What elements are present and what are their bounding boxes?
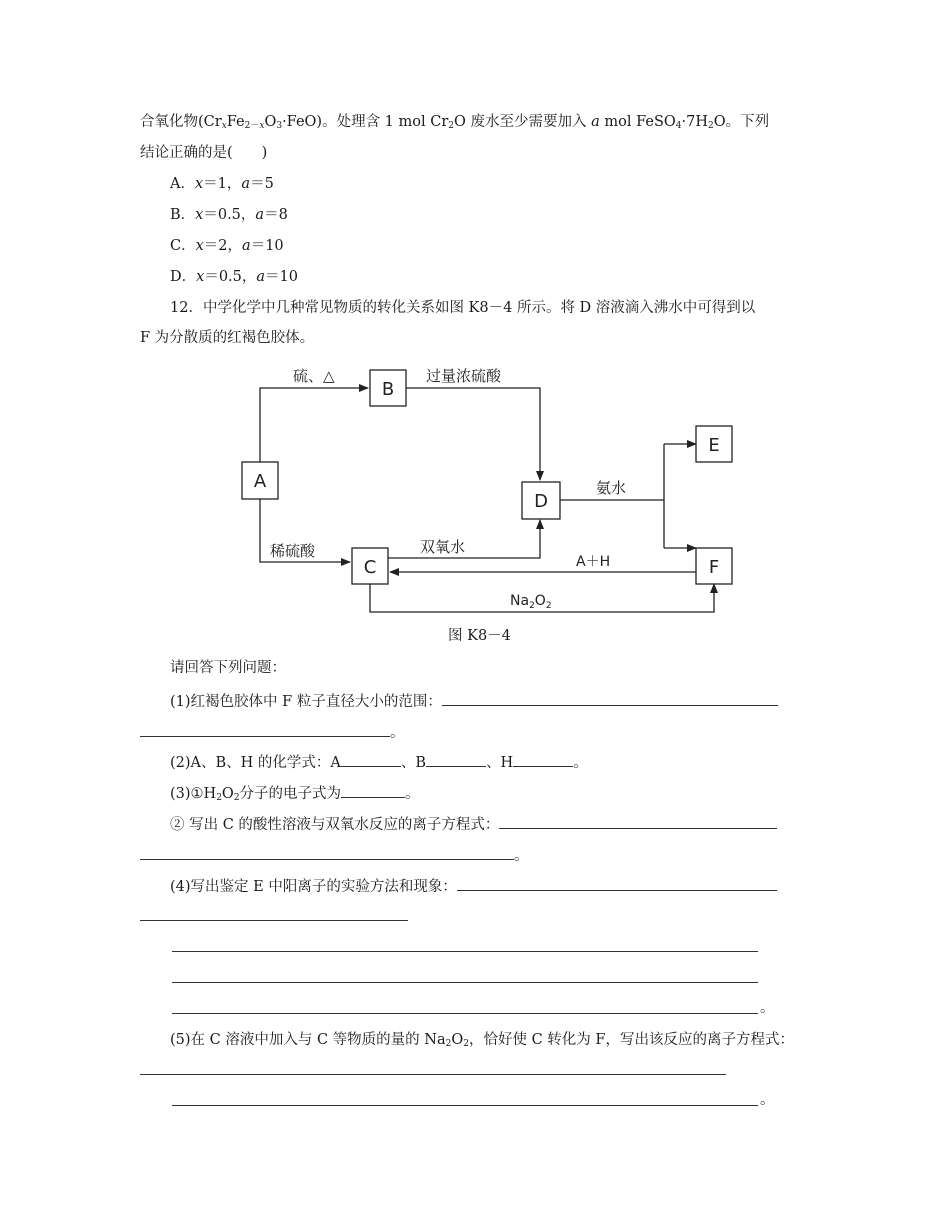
var-a: a <box>255 207 265 223</box>
q12-part5 <box>170 1030 794 1054</box>
q12-part4 <box>170 876 777 897</box>
node-a <box>242 462 278 499</box>
part3-2-end: 。 <box>514 848 529 864</box>
q11-seg: O。下列 <box>713 114 770 130</box>
q11-sub: 3 <box>276 121 283 131</box>
answer-blank-1b[interactable] <box>140 722 390 737</box>
label-sub: 2 <box>545 601 552 611</box>
answer-rule-4e[interactable] <box>172 1013 758 1014</box>
answer-blank-4a[interactable] <box>457 876 777 891</box>
q11-var-x: x <box>221 121 227 131</box>
part2-a: (2)A、B、H 的化学式：A <box>170 755 341 771</box>
node-b <box>370 370 406 406</box>
q11-sub: 2－ <box>244 121 260 131</box>
conversion-diagram <box>230 358 750 618</box>
q12-part1-cont <box>140 722 405 743</box>
answer-rule-5b[interactable] <box>172 1105 758 1106</box>
var-x: x <box>194 176 204 192</box>
option-a-value: 10 <box>265 238 284 254</box>
q12-part1 <box>170 691 778 712</box>
answer-rule-4d[interactable] <box>172 982 758 983</box>
answer-blank-1a[interactable] <box>442 691 778 706</box>
var-a: a <box>242 238 251 254</box>
q11-var-x: x <box>259 121 265 131</box>
q11-sub: 2 <box>708 121 714 131</box>
part1-text: (1)红褐色胶体中 F 粒子直径大小的范围： <box>170 694 442 710</box>
answer-blank-A[interactable] <box>341 752 401 767</box>
q11-seg: O 废水至少需要加入 <box>454 114 592 130</box>
node-label: C <box>363 557 377 578</box>
answer-blank-3c[interactable] <box>140 845 514 860</box>
node-label: B <box>381 379 395 400</box>
q11-seg: 合氧化物(Cr <box>140 114 222 130</box>
part4-text: (4)写出鉴定 E 中阳离子的实验方法和现象： <box>170 879 457 895</box>
part5-b: O <box>451 1032 464 1048</box>
part2-c: 、H <box>486 755 514 771</box>
var-x: x <box>195 207 204 223</box>
node-c <box>352 548 388 584</box>
answer-blank-3b[interactable] <box>499 814 777 829</box>
label-a-c: 稀硫酸 <box>270 542 316 560</box>
var-a: a <box>241 176 251 192</box>
option-letter: B． <box>170 207 196 223</box>
part3-sub: 2 <box>216 793 222 803</box>
edge-a-b <box>260 388 368 462</box>
q11-sub: 2 <box>448 121 454 131</box>
node-f <box>696 548 732 584</box>
q11-option-b[interactable]: B．x＝0.5，a＝8 <box>170 207 288 223</box>
part3-b: O <box>221 786 234 802</box>
q11-sub: 4 <box>675 121 682 131</box>
option-x-value: 2 <box>218 238 228 254</box>
option-letter: D． <box>170 269 197 285</box>
node-label: D <box>534 491 548 512</box>
var-x: x <box>196 269 205 285</box>
q12-part3-2-cont <box>140 845 529 866</box>
var-x: x <box>195 238 204 254</box>
q12-part2 <box>170 752 588 773</box>
figure-caption: 图 K8－4 <box>448 628 511 644</box>
label-f-c: A＋H <box>576 554 611 570</box>
node-label: E <box>708 435 720 456</box>
part5-a: (5)在 C 溶液中加入与 C 等物质的量的 Na <box>170 1032 446 1048</box>
answer-rule-4b[interactable] <box>140 920 408 921</box>
option-x-value: 1 <box>217 176 227 192</box>
part2-b: 、B <box>400 755 427 771</box>
part3-sub: 2 <box>233 793 240 803</box>
answer-rule-5a[interactable] <box>140 1074 726 1075</box>
option-a-value: 5 <box>264 176 274 192</box>
option-x-value: 0.5 <box>218 269 242 285</box>
q11-seg: ·FeO)。处理含 1 mol Cr <box>282 114 449 130</box>
part3-c: 分子的电子式为 <box>239 786 342 802</box>
q11-option-d[interactable]: D．x＝0.5，a＝10 <box>170 269 298 285</box>
label-c-f <box>510 593 552 611</box>
node-d <box>522 482 560 519</box>
label-b-d: 过量浓硫酸 <box>426 367 502 385</box>
part4-end: 。 <box>760 1000 775 1016</box>
option-letter: C． <box>170 238 196 254</box>
option-letter: A． <box>170 176 195 192</box>
prompt: 请回答下列问题： <box>170 660 286 676</box>
part3-end: 。 <box>405 786 420 802</box>
answer-rule-4c[interactable] <box>172 951 758 952</box>
part5-end: 。 <box>760 1092 775 1108</box>
part1-end: 。 <box>390 725 405 741</box>
option-x-value: 0.5 <box>217 207 241 223</box>
q12-part3 <box>170 783 420 808</box>
q12-intro-line1: 12．中学化学中几种常见物质的转化关系如图 K8－4 所示。将 D 溶液滴入沸水中可得到以 <box>170 300 756 316</box>
part5-sub: 2 <box>463 1039 469 1049</box>
label-sub: 2 <box>529 601 535 611</box>
label-seg: Na <box>510 593 530 609</box>
q11-text-line1 <box>140 112 769 136</box>
part5-sub: 2 <box>445 1039 452 1049</box>
node-label: A <box>253 471 267 492</box>
q11-seg: mol FeSO <box>599 114 676 130</box>
option-a-value: 10 <box>279 269 298 285</box>
part3-a: (3)①H <box>170 786 217 802</box>
option-a-value: 8 <box>278 207 288 223</box>
var-a: a <box>256 269 266 285</box>
q11-var-a: a <box>591 114 600 130</box>
label-d-ef: 氨水 <box>596 479 627 497</box>
q11-option-c[interactable]: C．x＝2，a＝10 <box>170 238 284 254</box>
part5-c: ，恰好使 C 转化为 F，写出该反应的离子方程式： <box>468 1032 794 1048</box>
answer-blank-3a[interactable] <box>341 783 405 798</box>
q11-seg: Fe <box>226 114 245 130</box>
label-a-b: 硫、△ <box>293 367 335 385</box>
q11-seg: O <box>264 114 277 130</box>
answer-blank-H[interactable] <box>513 752 573 767</box>
label-c-d: 双氧水 <box>420 538 466 556</box>
q12-intro-line2: F 为分散质的红褐色胶体。 <box>140 330 315 346</box>
label-seg: O <box>534 593 546 609</box>
part2-end: 。 <box>573 755 588 771</box>
part3-2-text: ② 写出 C 的酸性溶液与双氧水反应的离子方程式： <box>170 817 500 833</box>
node-label: F <box>708 557 720 578</box>
answer-blank-B[interactable] <box>426 752 486 767</box>
q11-text-line2: 结论正确的是( ) <box>140 145 268 161</box>
node-e <box>696 426 732 462</box>
q11-seg: ·7H <box>681 114 708 130</box>
edge-b-d <box>406 388 540 480</box>
q12-part3-2 <box>170 814 777 835</box>
q11-option-a[interactable]: A．x＝1，a＝5 <box>170 176 274 192</box>
